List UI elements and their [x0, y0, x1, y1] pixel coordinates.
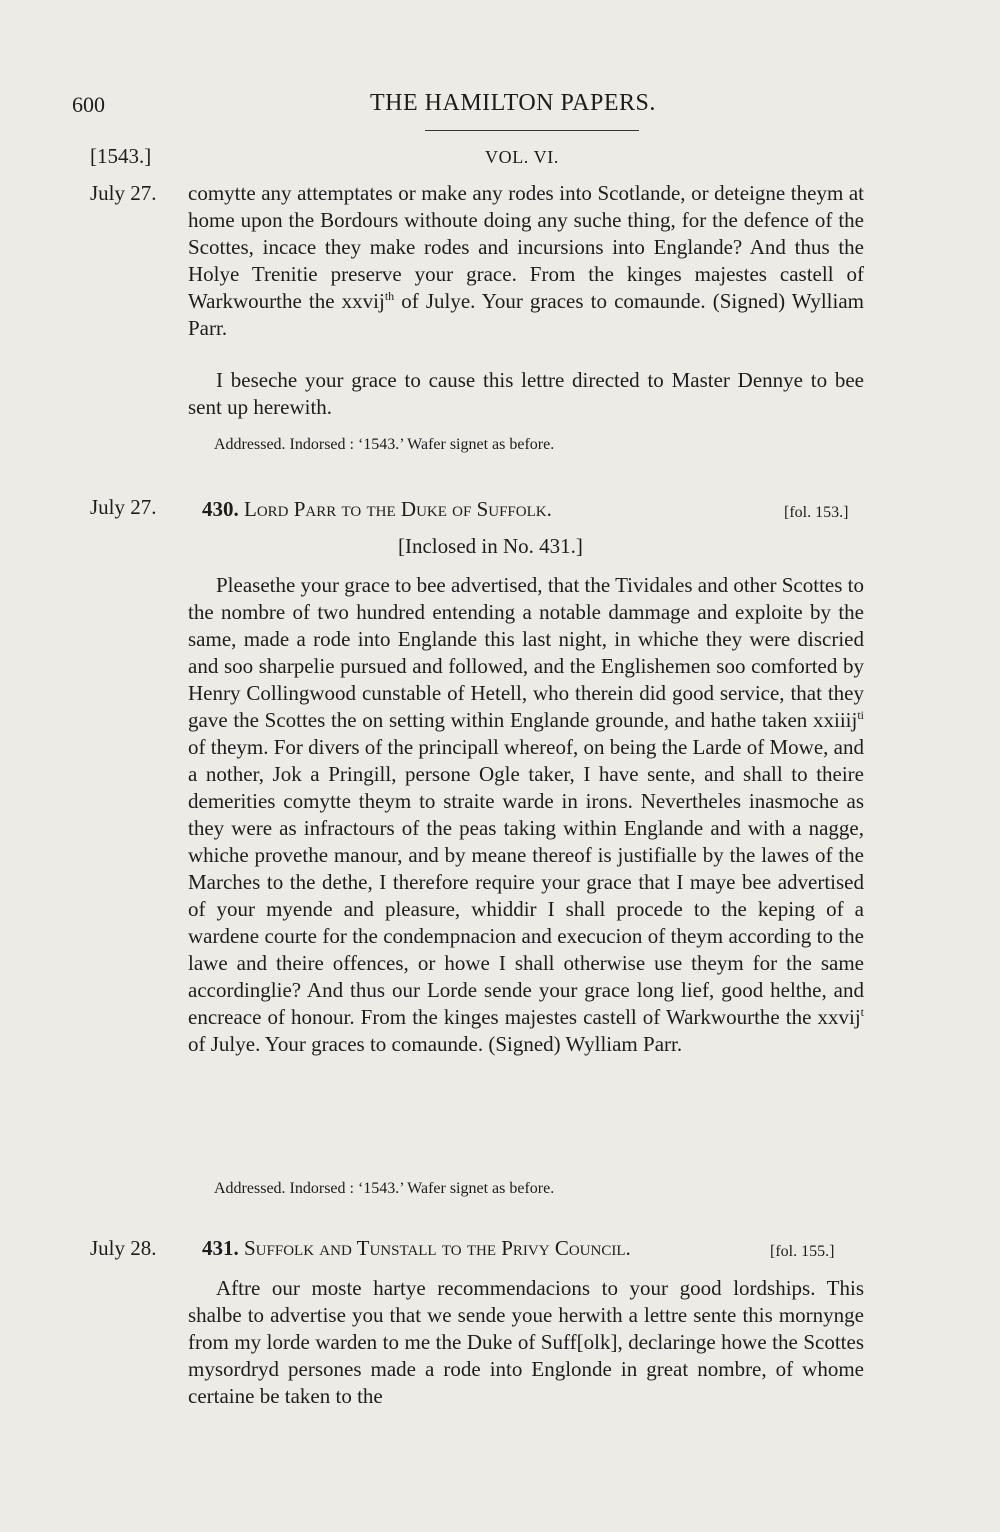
running-title: THE HAMILTON PAPERS. — [370, 90, 656, 116]
endorsement-note: Addressed. Indorsed : ‘1543.’ Wafer signet as before. — [214, 1180, 555, 1197]
folio-reference: [fol. 153.] — [784, 504, 849, 521]
entry-date: July 27. — [90, 181, 157, 205]
margin-year: [1543.] — [90, 144, 152, 168]
document-title: Suffolk and Tunstall to the Privy Council. — [244, 1236, 631, 1260]
document-number: 430. — [202, 497, 239, 521]
document-heading — [202, 497, 552, 522]
folio-reference: [fol. 155.] — [770, 1243, 835, 1260]
document-number: 431. — [202, 1236, 239, 1260]
document-heading — [202, 1236, 631, 1261]
letter-paragraph: Pleasethe your grace to bee advertised, that the Tividales and other Scottes to the nombre of two hundred entending a notable dammage and exploite by the same, made a rode into Englande this last night, in whiche they were discried and soo sharpelie pursued and followed, and the Englishemen soo comforted by Henry Collingwood cunstable of Hetell, who therein did good service, that they gave the Scottes the on setting within Englande grounde, and hathe taken xxiiij$^{ti}$ of theym. For divers of the principall whereof, on being the Larde of Mowe, and a nother, Jok a Pringill, persone Ogle taker, I have sente, and shall to theire demerities comytte theym to straite warde in irons. Nevertheles inasmoche as they were as infractours of the peas taking within Englande and with a nagge, whiche provethe manour, and by meane thereof is justifialle by the lawes of the Marches to the dethe, I therefore require your grace that I maye bee advertised of your myende and pleasure, whiddir I shall procede to the keping of a wardene courte for the condempnacion and execucion of theym according to the lawe and theire offences, or howe I shall otherwise use theym for the same accordinglie? And thus our Lorde sende your grace long lief, good helthe, and encreace of honour. From the kinges majestes castell of Warkwourthe the xxvij$^t$ of Julye. Your graces to comaunde. (Signed) Wylliam Parr. — [188, 573, 864, 1056]
entry-date: July 28. — [90, 1236, 157, 1260]
volume-label: VOL. VI. — [485, 147, 559, 167]
page-number: 600 — [72, 92, 105, 117]
letter-paragraph: comytte any attemptates or make any rodes into Scotlande, or deteigne theym at home upon the Bordours withoute doing any suche thing, for the defence of the Scottes, incace they make rodes and incursions into Englande? And thus the Holye Trenitie preserve your grace. From the kinges majestes castell of Warkwourthe the xxvij$^{th}$ of Julye. Your graces to comaunde. (Signed) Wylliam Parr. — [188, 181, 864, 340]
endorsement-note: Addressed. Indorsed : ‘1543.’ Wafer signet as before. — [214, 436, 555, 453]
document-title: Lord Parr to the Duke of Suffolk. — [244, 497, 552, 521]
letter-paragraph: Aftre our moste hartye recommendacions to your good lordships. This shalbe to advertise you that we sende youe herwith a lettre sente this mornynge from my lorde warden to me the Duke of Suff[olk], declaringe howe the Scottes mysordryd persones made a rode into Englonde in great nombre, of whome certaine be taken to the — [188, 1276, 864, 1408]
entry-date: July 27. — [90, 495, 157, 519]
title-rule — [425, 130, 639, 131]
enclosure-note: [Inclosed in No. 431.] — [398, 534, 583, 558]
letter-paragraph: I beseche your grace to cause this lettre directed to Master Dennye to bee sent up herewith. — [188, 368, 864, 419]
